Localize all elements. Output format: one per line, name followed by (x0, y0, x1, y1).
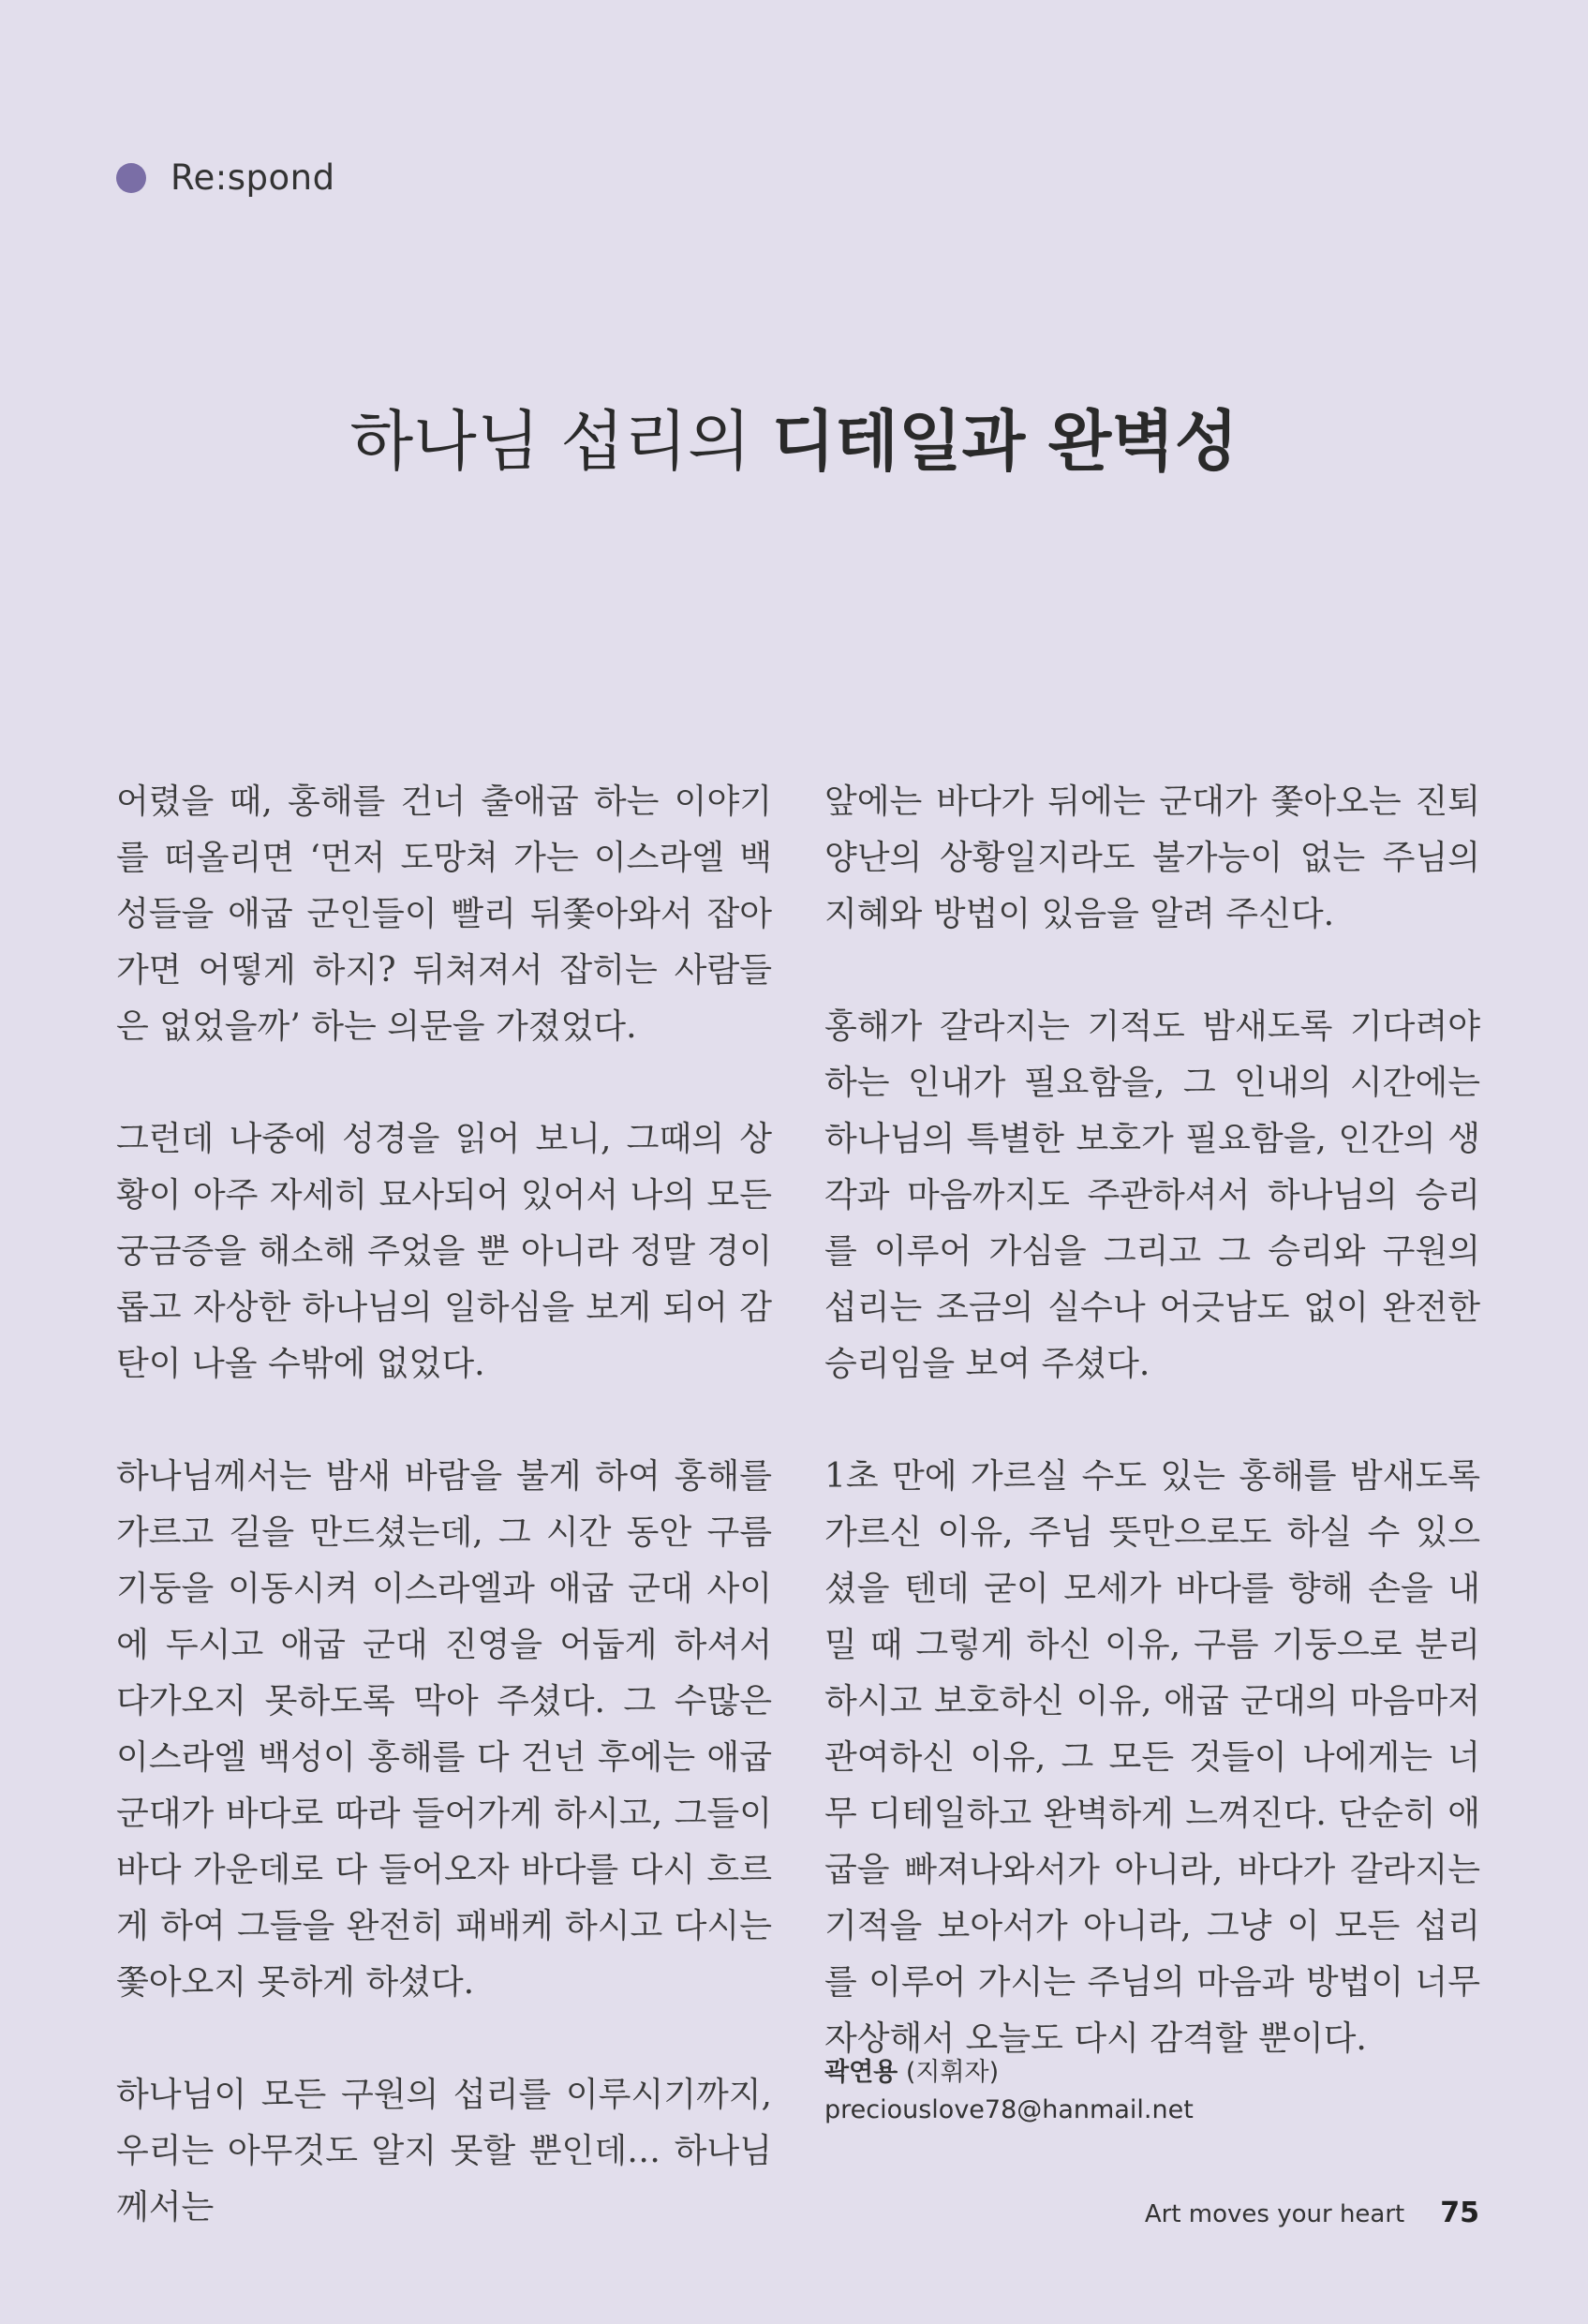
page-footer (1145, 2197, 1479, 2229)
author-name: 곽연용 (824, 2058, 898, 2087)
author-email: preciouslove78@hanmail.net (824, 2095, 1194, 2124)
section-tag (116, 157, 335, 198)
author-role: (지휘자) (905, 2058, 1000, 2087)
paragraph: 하나님께서는 밤새 바람을 불게 하여 홍해를 가르고 길을 만드셨는데, 그 시간 동안 구름 기둥을 이동시켜 이스라엘과 애굽 군대 사이에 두시고 애굽 군대 진영을 어둡게 하셔서 다가오지 못하도록 막아 주셨다. 그 수많은 이스라엘 백성이 홍해를 다 건넌 후에는 애굽 군대가 바다로 따라 들어가게 하시고, 그들이 바다 가운데로 다 들어오자 바다를 다시 흐르게 하여 그들을 완전히 패배케 하시고 다시는 쫓아오지 못하게 하셨다. (116, 1457, 772, 2002)
bullet-dot-icon (116, 163, 146, 193)
article-title (0, 389, 1588, 484)
title-light: 하나님 섭리의 (349, 403, 772, 480)
title-bold: 디테일과 완벽성 (771, 402, 1239, 480)
footer-tagline: Art moves your heart (1144, 2200, 1405, 2228)
author-block (824, 2054, 1194, 2129)
author-line (824, 2054, 1194, 2092)
paragraph: 1초 만에 가르실 수도 있는 홍해를 밤새도록 가르신 이유, 주님 뜻만으로도 하실 수 있으셨을 텐데 굳이 모세가 바다를 향해 손을 내밀 때 그렇게 하신 이유, 구름 기둥으로 분리하시고 보호하신 이유, 애굽 군대의 마음마저 관여하신 이유, 그 모든 것들이 나에게는 너무 디테일하고 완벽하게 느껴진다. 단순히 애굽을 빠져나와서가 아니라, 바다가 갈라지는 기적을 보아서가 아니라, 그냥 이 모든 섭리를 이루어 가시는 주님의 마음과 방법이 너무 자상해서 오늘도 다시 감격할 뿐이다. (824, 1457, 1480, 2058)
paragraph: 그런데 나중에 성경을 읽어 보니, 그때의 상황이 아주 자세히 묘사되어 있어서 나의 모든 궁금증을 해소해 주었을 뿐 아니라 정말 경이롭고 자상한 하나님의 일하심을 보게 되어 감탄이 나올 수밖에 없었다. (116, 1120, 772, 1383)
paragraph: 앞에는 바다가 뒤에는 군대가 쫓아오는 진퇴양난의 상황일지라도 불가능이 없는 주님의 지혜와 방법이 있음을 알려 주신다. (824, 782, 1480, 933)
page-number: 75 (1440, 2197, 1479, 2229)
right-column (824, 774, 1480, 2067)
paragraph: 어렸을 때, 홍해를 건너 출애굽 하는 이야기를 떠올리면 ‘먼저 도망쳐 가는 이스라엘 백성들을 애굽 군인들이 빨리 뒤쫓아와서 잡아가면 어떻게 하지? 뒤쳐져서 잡히는 사람들은 없었을까’ 하는 의문을 가졌었다. (116, 782, 772, 1046)
left-column (116, 774, 772, 2236)
paragraph: 하나님이 모든 구원의 섭리를 이루시기까지, 우리는 아무것도 알지 못할 뿐인데… 하나님께서는 (116, 2076, 772, 2227)
section-label: Re:spond (171, 157, 335, 198)
paragraph: 홍해가 갈라지는 기적도 밤새도록 기다려야 하는 인내가 필요함을, 그 인내의 시간에는 하나님의 특별한 보호가 필요함을, 인간의 생각과 마음까지도 주관하셔서 하나님의 승리를 이루어 가심을 그리고 그 승리와 구원의 섭리는 조금의 실수나 어긋남도 없이 완전한 승리임을 보여 주셨다. (824, 1007, 1480, 1383)
